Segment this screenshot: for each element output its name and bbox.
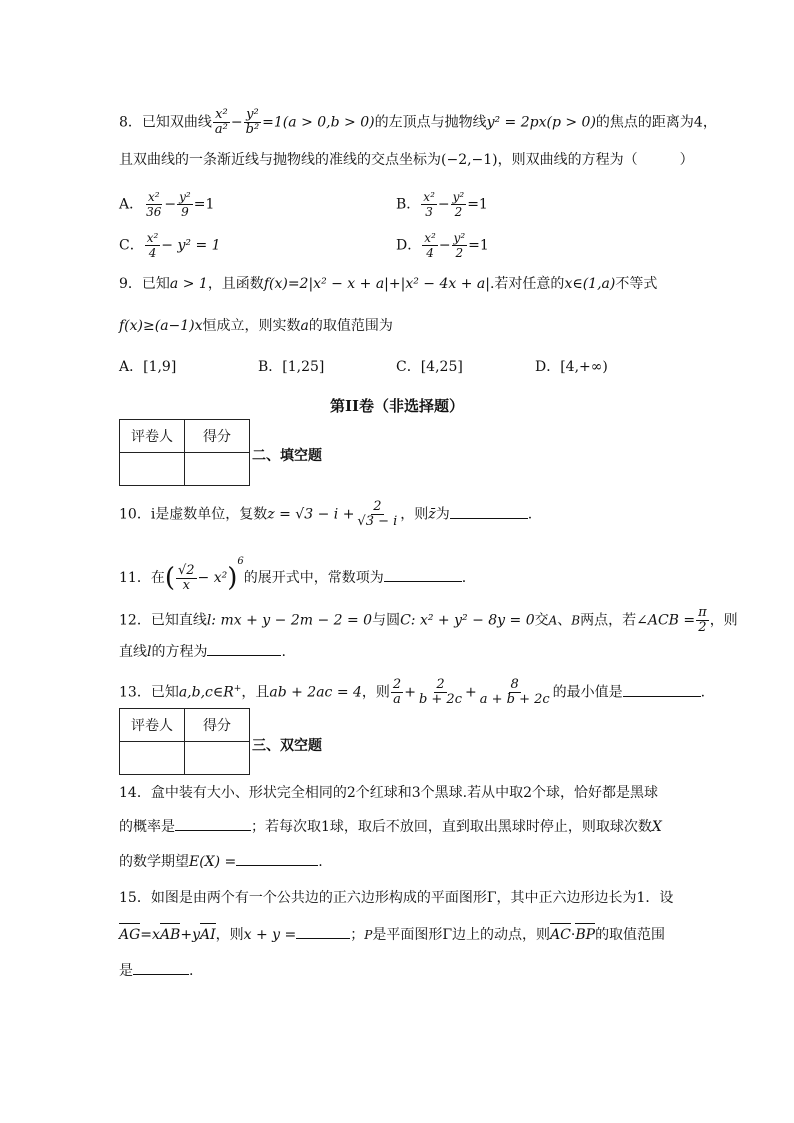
q10-conjugate: z̄ (428, 506, 436, 523)
q15-plus: + (180, 927, 193, 943)
q9-math: x∈(1,a) (564, 276, 616, 292)
option-fraction: $\frac{\text{y²}}{9}$ (179, 190, 191, 219)
option-tail: =1 (193, 196, 215, 213)
q12-text: ，则 (709, 612, 738, 629)
q8-option-c[interactable] (119, 231, 221, 260)
q13-text: ，且 (241, 684, 270, 701)
vector-ac: AC (550, 927, 571, 943)
q9-inequality: f(x)≥(a−1)x (119, 318, 203, 334)
double-section-title: 三、双空题 (252, 738, 322, 754)
hyperbola-y-term: $\frac{\text{y²}}{\text{b²}}$ (245, 107, 260, 137)
q9-function: f(x)=2|x² − x + a|+|x² − 4x + a| (263, 276, 490, 292)
q13-text: 的最小值是 (552, 684, 623, 701)
q15-text: 是 (119, 963, 133, 979)
score-header: 得分 (185, 709, 250, 742)
hyperbola-condition: =1(a > 0,b > 0) (262, 114, 375, 131)
option-fraction: $\frac{\text{x²}}{36}$ (146, 190, 162, 219)
q10-text: 10．i是虚数单位，复数 (119, 506, 268, 523)
option-tail: − y² = 1 (161, 237, 221, 254)
q12-angle: ∠ACB = (636, 612, 696, 629)
q13-fraction-2: $\frac{2}{b + 2c}$ (418, 677, 462, 707)
q8-line2: 且双曲线的一条渐近线与抛物线的准线的交点坐标为(−2,−1)，则双曲线的方程为（ ） (119, 152, 694, 168)
q15-text: 的取值范围 (595, 927, 666, 943)
vector-ag: AG (119, 927, 141, 943)
q15-line3 (119, 960, 193, 981)
q13-period: . (700, 684, 706, 701)
q11-text: 的展开式中，常数项为 (243, 570, 384, 586)
q12-line2 (119, 641, 286, 662)
q8-option-a[interactable]: A． $\frac{\text{x²}}{36}$ − $\frac{\text{y²}}{9}$ =1 (119, 190, 215, 219)
q13-set: a,b,c∈R (178, 684, 234, 701)
grader-cell[interactable] (120, 742, 185, 775)
q11-period: . (461, 570, 467, 586)
score-cell[interactable] (185, 453, 250, 486)
q9-text: ，且函数 (207, 276, 264, 292)
q8-text-2: 的左顶点与抛物线 (374, 114, 487, 131)
q9-text: 不等式 (615, 276, 658, 292)
q11-line (119, 552, 466, 593)
q14-text: 的概率是 (119, 819, 175, 835)
q9-text: .若对任意的 (489, 276, 565, 292)
score-table-2 (119, 708, 250, 775)
q12-answer-blank[interactable] (207, 641, 281, 656)
option-label: A． (119, 196, 144, 213)
option-tail: =1 (468, 237, 489, 254)
option-fraction: $\frac{\text{x²}}{3}$ (423, 190, 435, 219)
hyperbola-x-term: $\frac{\text{x²}}{\text{a²}}$ (214, 107, 228, 137)
q15-text: ，则 (215, 927, 244, 943)
score-header: 得分 (185, 420, 250, 453)
q12-text: 的方程为 (151, 644, 208, 660)
q10-line (119, 500, 532, 529)
q9-option-a[interactable]: A．[1,9] (119, 359, 177, 375)
q15-y: y (192, 927, 200, 943)
right-paren: ) (227, 563, 238, 593)
q11-text: 11．在 (119, 570, 165, 586)
vector-ai: AI (200, 927, 216, 943)
q9-line2 (119, 316, 393, 336)
q15-x: x (152, 927, 160, 943)
q10-period: . (527, 506, 533, 523)
q15-period: . (189, 963, 194, 979)
grader-cell[interactable] (120, 453, 185, 486)
q8-option-d[interactable]: D． $\frac{\text{x²}}{4}$ − $\frac{\text{y²}}{2}$ =1 (396, 231, 489, 260)
q9-option-d[interactable]: D．[4,+∞) (535, 359, 608, 375)
option-tail: =1 (467, 196, 488, 213)
q15-equals: = (140, 927, 153, 943)
q12-text: 、 (557, 612, 572, 629)
q10-fraction: $\frac{2}{√3 - i}$ (357, 499, 398, 529)
q13-line (119, 678, 705, 707)
q12-line1 (119, 606, 738, 635)
q12-text: 与圆 (372, 612, 401, 629)
q13-plus: + (464, 684, 477, 701)
q14-line2 (119, 816, 662, 837)
q14-line3 (119, 851, 323, 872)
q9-option-b[interactable]: B．[1,25] (258, 359, 325, 375)
q15-text: 是平面图形Γ边上的动点，则 (372, 927, 551, 943)
q13-text: 13．已知 (119, 684, 179, 701)
q12-point-b: B (571, 613, 581, 628)
option-fraction: $\frac{\text{x²}}{4}$ (146, 231, 159, 260)
q8-line1: 8．已知双曲线 $\frac{\text{x²}}{\text{a²}}$ − $\frac{\text{y²}}{\text{b²}}$ =1(a > 0,b > 0)的左顶点与抛物线y² = 2px(p > 0)的焦点的距离为4， (119, 107, 717, 137)
q8-text-1: 已知双曲线 (141, 114, 212, 131)
q9-math: a > 1 (169, 276, 208, 292)
parabola-equation: y² = 2px(p > 0) (486, 114, 596, 131)
q14-text: 的数学期望 (119, 854, 189, 870)
fill-section-title: 二、填空题 (252, 448, 322, 464)
q15-text: ； (350, 927, 365, 943)
q12-circle-equation: C: x² + y² − 8y = 0 (400, 612, 535, 629)
q12-fraction: $\frac{\pi}{2}$ (698, 605, 707, 635)
option-label: D． (396, 237, 422, 254)
q13-condition: ab + 2ac = 4 (269, 684, 362, 701)
q14-variable: X (651, 819, 662, 835)
q14-period: . (318, 854, 323, 870)
option-label: C． (119, 237, 144, 254)
q8-text-3: 的焦点的距离为4， (595, 114, 717, 131)
q15-sum: x + y = (243, 927, 297, 943)
q14-answer-blank-2[interactable] (236, 851, 318, 866)
q12-text: 直线 (119, 644, 147, 660)
q10-answer-blank[interactable] (450, 504, 528, 519)
q12-text: 交 (534, 612, 549, 629)
grader-header: 评卷人 (120, 709, 185, 742)
q9-text: 恒成立，则实数 (202, 318, 301, 334)
q11-term: − x² (197, 570, 228, 586)
q11-exponent: 6 (237, 556, 244, 567)
q14-line1: 14．盒中装有大小、形状完全相同的2个红球和3个黑球.若从中取2个球，恰好都是黑球 (119, 785, 658, 801)
q15-line1: 15．如图是由两个有一个公共边的正六边形构成的平面图形Γ，其中正六边形边长为1．设 (119, 890, 674, 906)
q9-line1 (119, 274, 657, 294)
q8-option-b[interactable]: B． $\frac{\text{x²}}{3}$ − $\frac{\text{y²}}{2}$ =1 (396, 190, 488, 219)
q11-answer-blank[interactable] (384, 567, 462, 582)
q11-fraction: $\frac{√2}{x}$ (177, 562, 195, 593)
option-fraction: $\frac{\text{y²}}{2}$ (452, 190, 465, 219)
left-paren: ( (164, 563, 175, 593)
q12-text: 两点，若 (580, 612, 637, 629)
q10-text: 为 (435, 506, 450, 523)
q13-answer-blank[interactable] (623, 682, 701, 697)
q12-text: 12．已知直线 (119, 612, 207, 629)
q14-text: ；若每次取1球，取后不放回，直到取出黑球时停止，则取球次数 (251, 819, 652, 835)
q13-plus: + (404, 684, 416, 701)
q13-fraction-3: $\frac{8}{a + b + 2c}$ (479, 677, 550, 707)
option-fraction: $\frac{\text{y²}}{2}$ (453, 231, 466, 260)
vector-bp: BP (575, 927, 596, 943)
q14-answer-blank-1[interactable] (175, 816, 251, 831)
q15-answer-blank-1[interactable] (296, 924, 350, 939)
q9-text: 的取值范围为 (308, 318, 393, 334)
q12-point-a: A (548, 613, 558, 628)
q13-fraction-1: $\frac{2}{a}$ (392, 677, 402, 707)
q9-option-c[interactable]: C．[4,25] (396, 359, 463, 375)
q12-math: l (147, 644, 152, 660)
vector-ab: AB (159, 927, 181, 943)
score-cell[interactable] (185, 742, 250, 775)
q10-complex: z = √3 − i + (267, 506, 355, 523)
q15-point-p: P (364, 928, 373, 942)
q15-dot: · (570, 927, 576, 943)
q13-sup: + (233, 683, 242, 694)
q8-number: 8． (119, 114, 142, 131)
option-fraction: $\frac{\text{x²}}{4}$ (424, 231, 436, 260)
option-label: B． (396, 196, 421, 213)
q12-line-equation: l: mx + y − 2m − 2 = 0 (206, 612, 373, 629)
section-2-title: 第II卷（非选择题） (329, 397, 465, 415)
q13-text: ，则 (361, 684, 390, 701)
q15-line2 (119, 924, 665, 945)
grader-header: 评卷人 (120, 420, 185, 453)
q15-answer-blank-2[interactable] (133, 960, 189, 975)
q12-period: . (281, 644, 286, 660)
q10-text: ，则 (400, 506, 429, 523)
score-table-1 (119, 419, 250, 486)
q9-text: 9．已知 (119, 276, 170, 292)
q9-math: a (300, 318, 309, 334)
q14-expectation: E(X) = (189, 854, 237, 870)
